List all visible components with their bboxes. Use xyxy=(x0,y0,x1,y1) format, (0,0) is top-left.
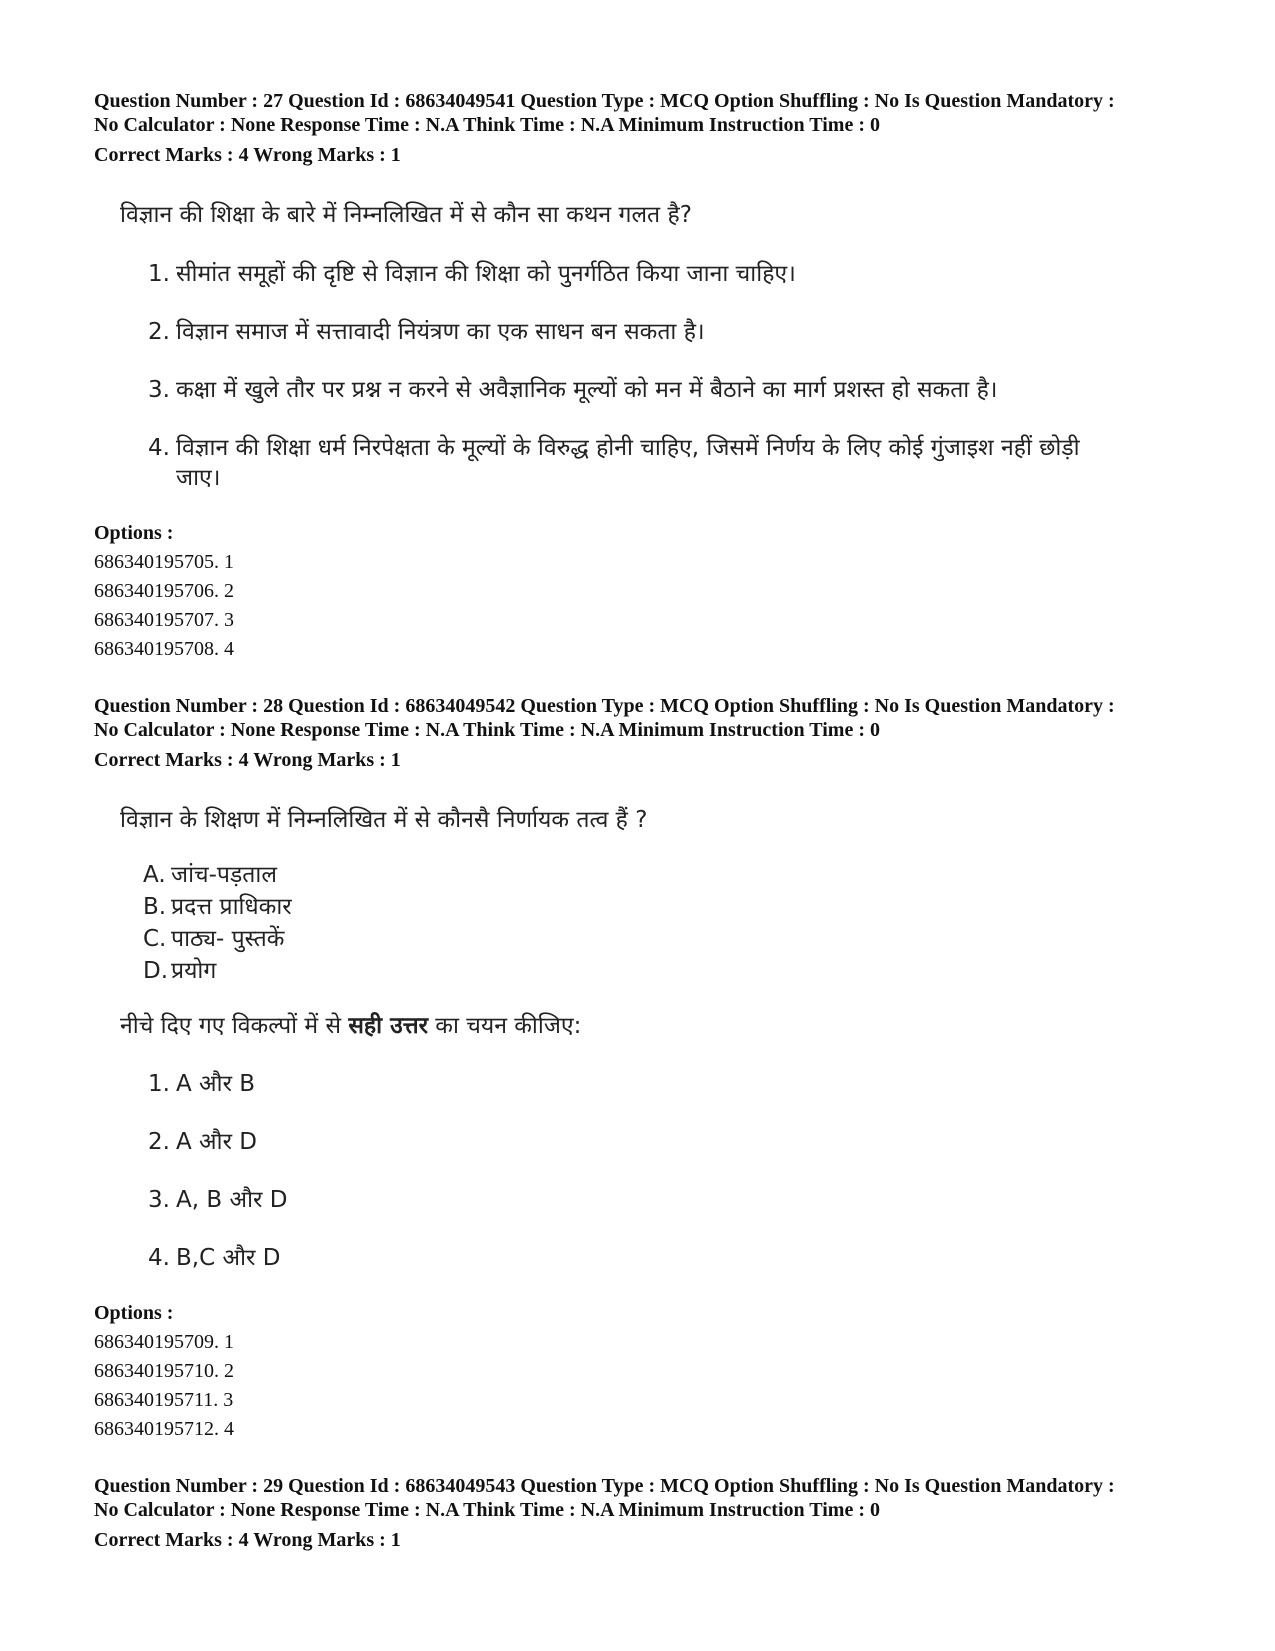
q28-instruction xyxy=(120,1011,581,1041)
q28-choice-3-num: 3. xyxy=(148,1187,170,1213)
q27-meta-line2: No Calculator : None Response Time : N.A Think Time : N.A Minimum Instruction Time : 0 xyxy=(94,114,880,136)
q27-meta-line1: Question Number : 27 Question Id : 68634049541 Question Type : MCQ Option Shuffling : No Is Question Mandatory : xyxy=(94,90,1115,112)
q28-option-4: 686340195712. 4 xyxy=(94,1418,234,1440)
q28-item-a-text: जांच-पड़ताल xyxy=(171,862,277,888)
q27-options-title: Options : xyxy=(94,522,174,544)
q29-meta-line2: No Calculator : None Response Time : N.A Think Time : N.A Minimum Instruction Time : 0 xyxy=(94,1499,880,1521)
q29-meta-line1: Question Number : 29 Question Id : 68634049543 Question Type : MCQ Option Shuffling : No Is Question Mandatory : xyxy=(94,1475,1115,1497)
q28-meta-line1: Question Number : 28 Question Id : 68634049542 Question Type : MCQ Option Shuffling : No Is Question Mandatory : xyxy=(94,695,1115,717)
q28-instruction-post: का चयन कीजिए: xyxy=(428,1013,582,1039)
q27-choice-1 xyxy=(148,259,796,289)
q28-choice-1-num: 1. xyxy=(148,1071,170,1097)
q28-option-2: 686340195710. 2 xyxy=(94,1360,234,1382)
q27-choice-2-num: 2. xyxy=(148,319,170,345)
q28-question: विज्ञान के शिक्षण में निम्नलिखित में से कौनसै निर्णायक तत्व हैं ? xyxy=(120,807,648,833)
q28-item-d-text: प्रयोग xyxy=(171,958,217,984)
q28-item-d xyxy=(143,956,216,986)
q28-item-c-label: C. xyxy=(143,926,167,952)
q28-item-a-label: A. xyxy=(143,862,166,888)
q28-option-3: 686340195711. 3 xyxy=(94,1389,234,1411)
q28-marks: Correct Marks : 4 Wrong Marks : 1 xyxy=(94,749,401,771)
q28-instruction-bold: सही उत्तर xyxy=(348,1013,428,1039)
q28-choice-4-text: B,C और D xyxy=(176,1245,281,1271)
q27-option-2: 686340195706. 2 xyxy=(94,580,234,602)
q28-item-c xyxy=(143,924,284,954)
q27-option-4: 686340195708. 4 xyxy=(94,638,234,660)
q28-choice-1-text: A और B xyxy=(176,1071,256,1097)
q27-choice-1-text: सीमांत समूहों की दृष्टि से विज्ञान की शिक्षा को पुनर्गठित किया जाना चाहिए। xyxy=(176,261,796,287)
q27-choice-4-num: 4. xyxy=(148,435,170,461)
q28-choice-1 xyxy=(148,1069,255,1099)
q28-choice-2-num: 2. xyxy=(148,1129,170,1155)
q27-marks: Correct Marks : 4 Wrong Marks : 1 xyxy=(94,144,401,166)
q28-item-a xyxy=(143,860,277,890)
q28-item-b xyxy=(143,892,292,922)
q27-choice-1-num: 1. xyxy=(148,261,170,287)
q27-choice-4 xyxy=(148,433,1128,493)
q27-choice-2 xyxy=(148,317,705,347)
q28-item-d-label: D. xyxy=(143,958,169,984)
q28-choice-3-text: A, B और D xyxy=(176,1187,288,1213)
q28-item-c-text: पाठ्य- पुस्तकें xyxy=(171,926,285,952)
q28-choice-4-num: 4. xyxy=(148,1245,170,1271)
q28-choice-4 xyxy=(148,1243,280,1273)
q28-item-b-label: B. xyxy=(143,894,167,920)
q27-choice-4-text: विज्ञान की शिक्षा धर्म निरपेक्षता के मूल्यों के विरुद्ध होनी चाहिए, जिसमें निर्णय के लिए कोई गुंजाइश नहीं छोड़ी जाए। xyxy=(176,435,1080,491)
q28-option-1: 686340195709. 1 xyxy=(94,1331,234,1353)
q28-options-title: Options : xyxy=(94,1302,174,1324)
q28-choice-3 xyxy=(148,1185,287,1215)
q27-choice-3-num: 3. xyxy=(148,377,170,403)
q28-choice-2 xyxy=(148,1127,257,1157)
q27-choice-3 xyxy=(148,375,998,405)
q27-option-1: 686340195705. 1 xyxy=(94,551,234,573)
q29-marks: Correct Marks : 4 Wrong Marks : 1 xyxy=(94,1529,401,1551)
q27-choice-3-text: कक्षा में खुले तौर पर प्रश्न न करने से अवैज्ञानिक मूल्यों को मन में बैठाने का मार्ग प्रशस्त हो सकता है। xyxy=(176,377,998,403)
q28-choice-2-text: A और D xyxy=(176,1129,258,1155)
q28-item-b-text: प्रदत्त प्राधिकार xyxy=(171,894,292,920)
q27-choice-2-text: विज्ञान समाज में सत्तावादी नियंत्रण का एक साधन बन सकता है। xyxy=(176,319,705,345)
q27-question: विज्ञान की शिक्षा के बारे में निम्नलिखित में से कौन सा कथन गलत है? xyxy=(120,202,692,228)
q27-option-3: 686340195707. 3 xyxy=(94,609,234,631)
q28-instruction-pre: नीचे दिए गए विकल्पों में से xyxy=(120,1013,349,1039)
q28-meta-line2: No Calculator : None Response Time : N.A Think Time : N.A Minimum Instruction Time : 0 xyxy=(94,719,880,741)
